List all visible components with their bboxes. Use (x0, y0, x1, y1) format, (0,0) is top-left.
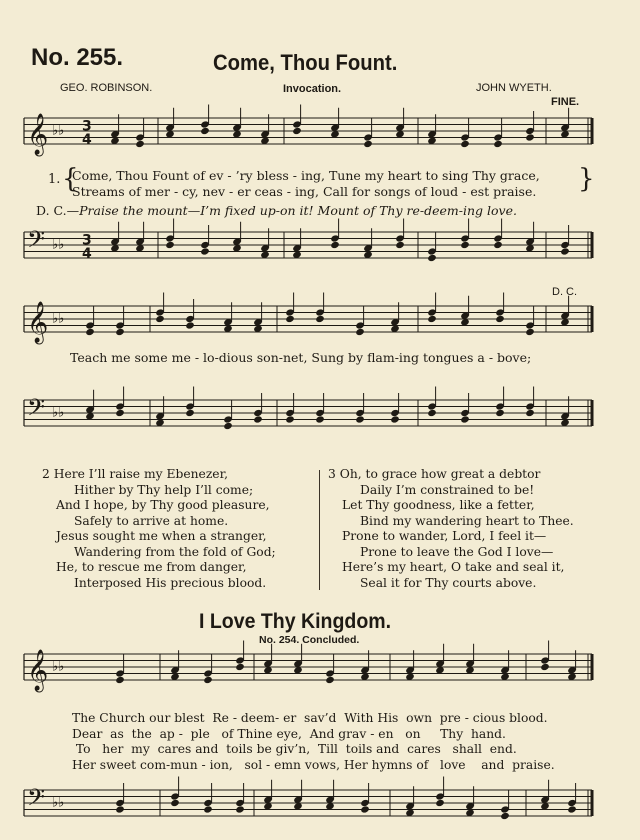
note-head (165, 241, 175, 249)
note-head (525, 409, 535, 417)
key-signature: ♭♭ (52, 237, 65, 253)
lyricist-credit: GEO. ROBINSON. (60, 82, 153, 94)
fine-mark: FINE. (551, 96, 580, 108)
note-head (500, 812, 510, 820)
note-head (115, 805, 125, 813)
hymn-2-subtitle: No. 254. Concluded. (259, 634, 360, 646)
note-head (395, 241, 405, 249)
hymn-2-title: I Love Thy Kingdom. (199, 610, 392, 633)
note-head (185, 321, 195, 329)
note-head (427, 409, 437, 417)
treble-clef: 𝄞 (27, 650, 49, 691)
note-head (525, 133, 535, 141)
note-head (427, 254, 437, 262)
time-signature-top: 3 (82, 118, 92, 135)
note-head (355, 328, 365, 336)
note-head (390, 415, 400, 423)
treble-clef: 𝄞 (27, 114, 49, 155)
note-head (200, 127, 210, 135)
time-signature-bottom: 4 (82, 132, 92, 148)
note-head (315, 415, 325, 423)
note-head (200, 247, 210, 255)
note-head (560, 247, 570, 255)
stanza-2: 2 Here I’ll raise my Ebenezer, Hither by Thy help I’ll come; And I hope, by Thy good pleasure, Safely to arrive at home. Jesus sought me when a stranger, Wandering from the fold of God; He, to rescue me from danger, Interposed His precious blood. (42, 467, 276, 590)
note-head (235, 805, 245, 813)
tune-name: Invocation. (283, 83, 342, 95)
note-head (185, 409, 195, 417)
note-head (292, 127, 302, 135)
note-head (495, 315, 505, 323)
note-head (315, 315, 325, 323)
note-head (435, 799, 445, 807)
key-signature: ♭♭ (52, 311, 65, 327)
verse-1-line-3: Teach me some me - lo-dious son-net, Sung by flam-ing tongues a - bove; (70, 350, 532, 365)
verse-number: 1. (48, 172, 61, 187)
da-capo-line: D. C.—Praise the mount—I’m fixed up-on it! Mount of Thy re-deem-ing love. (36, 203, 517, 218)
stanza-divider (319, 470, 320, 590)
note-head (115, 409, 125, 417)
note-head (355, 415, 365, 423)
note-head (235, 663, 245, 671)
treble-clef: 𝄞 (27, 302, 49, 343)
bass-clef: 𝄢 (27, 783, 46, 817)
note-head (330, 241, 340, 249)
key-signature: ♭♭ (52, 405, 65, 421)
note-head (85, 328, 95, 336)
note-head (285, 315, 295, 323)
key-signature: ♭♭ (52, 795, 65, 811)
verse-1-line-2: Streams of mer - cy, nev - er ceas - ing, Call for songs of loud - est praise. (72, 184, 537, 199)
note-head (495, 409, 505, 417)
note-head (427, 315, 437, 323)
note-head (203, 805, 213, 813)
note-head (493, 140, 503, 148)
verse-1-line-1: Come, Thou Fount of ev - ’ry bless - ing, Tune my heart to sing Thy grace, (72, 168, 540, 183)
note-head (155, 315, 165, 323)
time-signature-top: 3 (82, 232, 92, 249)
note-head (253, 415, 263, 423)
note-head (170, 799, 180, 807)
hymn-2-line: The Church our blest Re - deem- er sav’d With His own pre - cious blood. (72, 711, 548, 725)
note-head (460, 415, 470, 423)
note-head (223, 422, 233, 430)
note-head (203, 676, 213, 684)
note-head (460, 140, 470, 148)
key-signature: ♭♭ (52, 659, 65, 675)
bass-clef: 𝄢 (27, 225, 46, 259)
note-head (567, 805, 577, 813)
note-head (460, 241, 470, 249)
hymn-2-lyrics (72, 711, 555, 773)
note-head (325, 676, 335, 684)
note-head (135, 140, 145, 148)
note-head (525, 328, 535, 336)
note-head (285, 415, 295, 423)
note-head (493, 241, 503, 249)
hymn-title: Come, Thou Fount. (213, 50, 398, 75)
stanza-3: 3 Oh, to grace how great a debtor Daily I’m constrained to be! Let Thy goodness, like a fetter, Bind my wandering heart to Thee. Prone to wander, Lord, I feel it— Prone to leave the God I love— Here’s my heart, O take and seal it, Seal it for Thy courts above. (328, 467, 574, 590)
bass-clef: 𝄢 (27, 393, 46, 427)
verse-brace: { (62, 164, 79, 194)
note-head (115, 328, 125, 336)
hymn-2-line: Her sweet com-mun - ion, sol - emn vows, Her hymns of love and praise. (72, 757, 555, 772)
key-signature: ♭♭ (52, 123, 65, 139)
note-head (115, 676, 125, 684)
hymn-2-line: Dear as the ap - ple of Thine eye, And grav - en on Thy hand. (72, 726, 506, 741)
hymn-number: No. 255. (31, 44, 124, 71)
note-head (363, 140, 373, 148)
verse-brace-right: } (578, 164, 595, 194)
dc-mark: D. C. (552, 286, 578, 298)
time-signature-bottom: 4 (82, 246, 92, 262)
note-head (360, 805, 370, 813)
composer-credit: JOHN WYETH. (476, 82, 552, 94)
note-head (540, 663, 550, 671)
hymn-2-line: To her my cares and toils be giv’n, Till toils and cares shall end. (72, 742, 517, 756)
